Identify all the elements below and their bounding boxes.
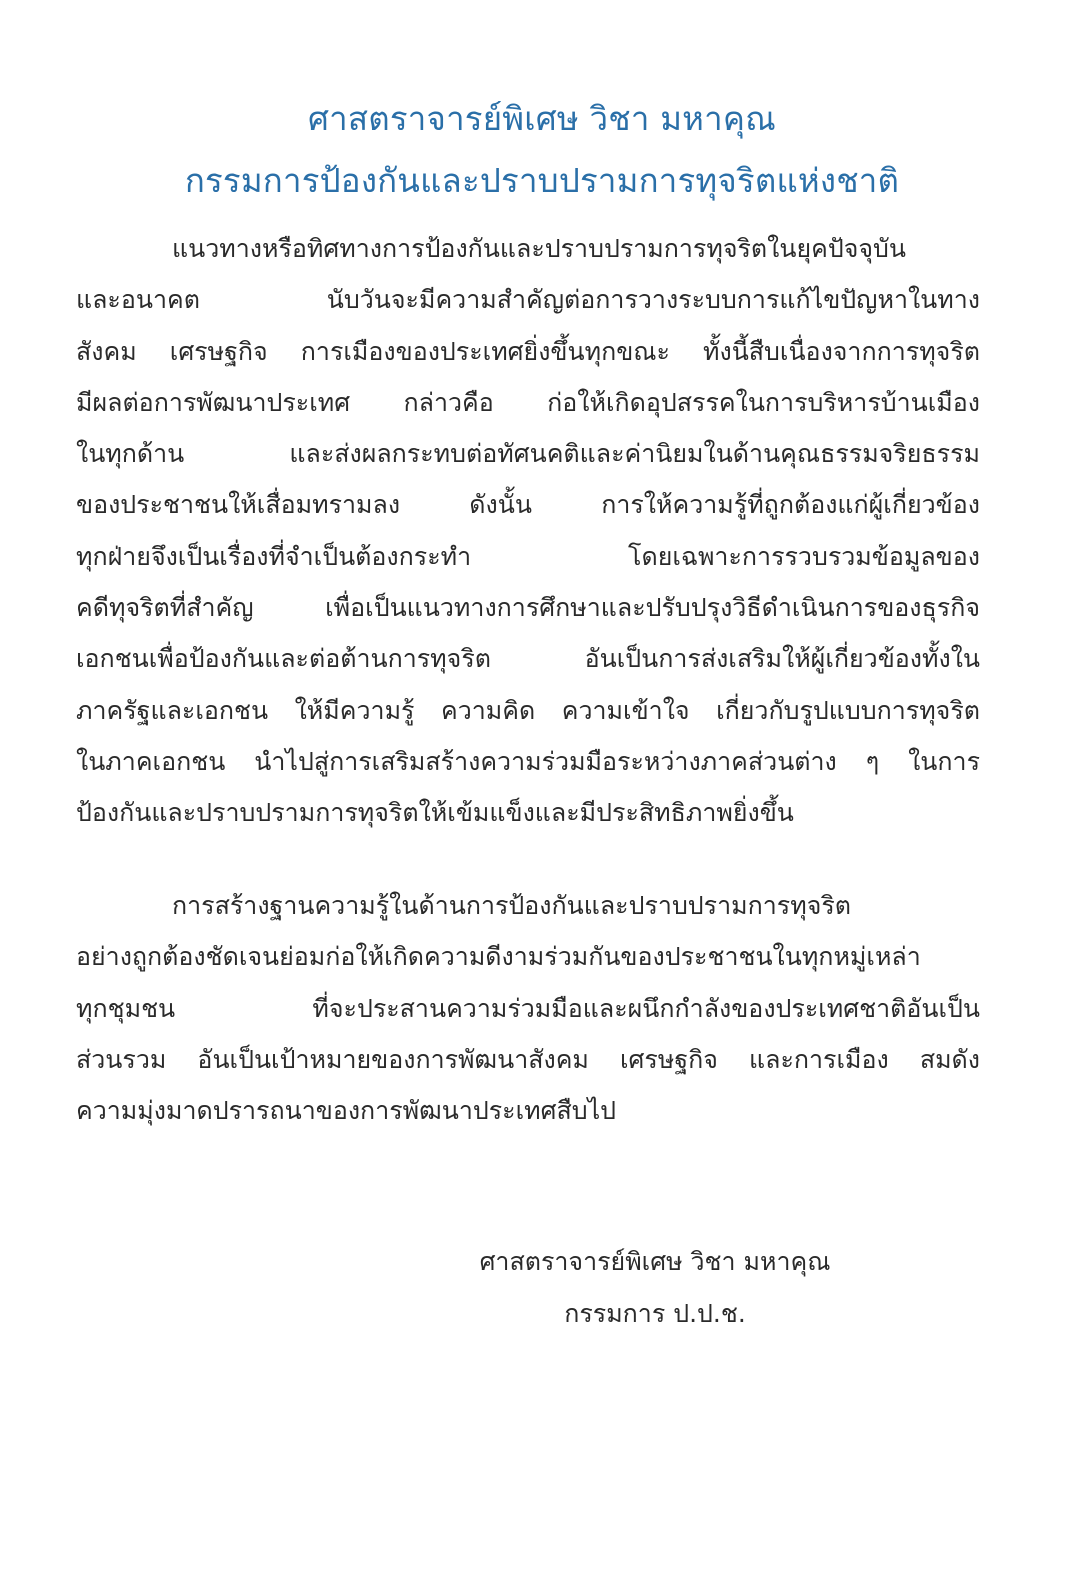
document-title (0, 88, 1084, 212)
paragraph-line: ทุกชุมชน ที่จะประสานความร่วมมือและผนึกกำลังของประเทศชาติอันเป็น (76, 993, 980, 1023)
paragraph-line: ความมุ่งมาดปรารถนาของการพัฒนาประเทศสืบไป (76, 1096, 617, 1126)
signature-block (430, 1236, 880, 1340)
title-author-position: กรรมการป้องกันและปราบปรามการทุจริตแห่งชาติ (184, 161, 900, 200)
paragraph-line: อย่างถูกต้องชัดเจนย่อมก่อให้เกิดความดีงามร่วมกันของประชาชนในทุกหมู่เหล่า (76, 942, 921, 972)
paragraph-line: ในทุกด้าน และส่งผลกระทบต่อทัศนคติและค่านิยมในด้านคุณธรรมจริยธรรม (76, 439, 980, 469)
paragraph-line: ส่วนรวม อันเป็นเป้าหมายของการพัฒนาสังคม เศรษฐกิจ และการเมือง สมดัง (76, 1044, 980, 1074)
paragraph-line: มีผลต่อการพัฒนาประเทศ กล่าวคือ ก่อให้เกิดอุปสรรคในการบริหารบ้านเมือง (76, 387, 980, 417)
signature-name: ศาสตราจารย์พิเศษ วิชา มหาคุณ (479, 1247, 831, 1276)
paragraph-line: คดีทุจริตที่สำคัญ เพื่อเป็นแนวทางการศึกษาและปรับปรุงวิธีดำเนินการของธุรกิจ (76, 593, 980, 623)
paragraph-line: ภาครัฐและเอกชน ให้มีความรู้ ความคิด ความเข้าใจ เกี่ยวกับรูปแบบการทุจริต (76, 695, 980, 725)
paragraph-line: เอกชนเพื่อป้องกันและต่อต้านการทุจริต อันเป็นการส่งเสริมให้ผู้เกี่ยวข้องทั้งใน (76, 644, 980, 674)
title-author-name: ศาสตราจารย์พิเศษ วิชา มหาคุณ (308, 99, 776, 138)
paragraph-2 (76, 880, 980, 1136)
paragraph-line: การสร้างฐานความรู้ในด้านการป้องกันและปราบปรามการทุจริต (172, 891, 852, 920)
paragraph-line: และอนาคต นับวันจะมีความสำคัญต่อการวางระบบการแก้ไขปัญหาในทาง (76, 285, 980, 315)
signature-position: กรรมการ ป.ป.ช. (564, 1299, 746, 1328)
paragraph-line: ของประชาชนให้เสื่อมทรามลง ดังนั้น การให้ความรู้ที่ถูกต้องแก่ผู้เกี่ยวข้อง (76, 490, 980, 520)
paragraph-line: ในภาคเอกชน นำไปสู่การเสริมสร้างความร่วมมือระหว่างภาคส่วนต่าง ๆ ในการ (76, 746, 980, 776)
paragraph-line: ป้องกันและปราบปรามการทุจริตให้เข้มแข็งและมีประสิทธิภาพยิ่งขึ้น (76, 798, 794, 828)
paragraph-line: แนวทางหรือทิศทางการป้องกันและปราบปรามการทุจริตในยุคปัจจุบัน (172, 234, 906, 263)
paragraph-line: ทุกฝ่ายจึงเป็นเรื่องที่จำเป็นต้องกระทำ โดยเฉพาะการรวบรวมข้อมูลของ (76, 541, 980, 571)
paragraph-line: สังคม เศรษฐกิจ การเมืองของประเทศยิ่งขึ้นทุกขณะ ทั้งนี้สืบเนื่องจากการทุจริต (76, 336, 980, 366)
paragraph-1 (76, 223, 980, 839)
